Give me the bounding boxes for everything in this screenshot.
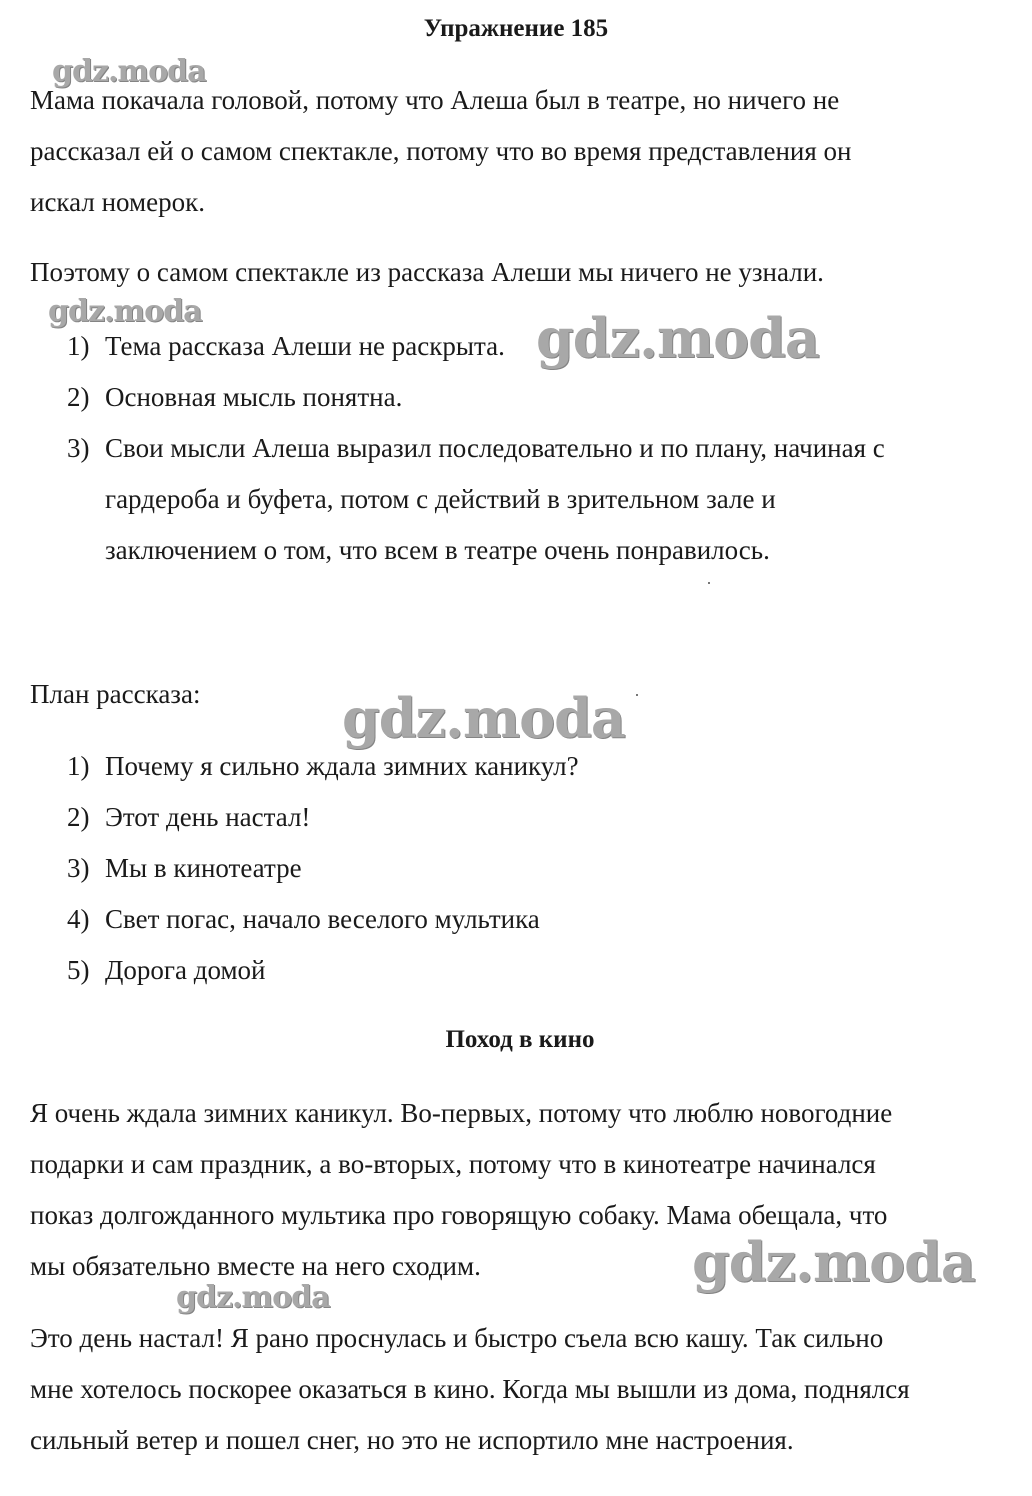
plan-item-4: Свет погас, начало веселого мультика <box>105 904 540 934</box>
story-p1-line-1: Я очень ждала зимних каникул. Во-первых, потому что люблю новогодние <box>30 1098 893 1128</box>
story-p2-line-3: сильный ветер и пошел снег, но это не испортило мне настроения. <box>30 1425 794 1455</box>
story-p2-line-1: Это день настал! Я рано проснулась и быстро съела всю кашу. Так сильно <box>30 1323 884 1353</box>
analysis-number-1: 1) <box>67 331 90 361</box>
story-p1-line-4: мы обязательно вместе на него сходим. <box>30 1251 481 1281</box>
plan-number-4: 4) <box>67 904 90 934</box>
plan-label: План рассказа: <box>30 679 201 709</box>
story-p2-line-2: мне хотелось поскорее оказаться в кино. Когда мы вышли из дома, поднялся <box>30 1374 910 1404</box>
story-p1-line-3: показ долгожданного мультика про говорящую собаку. Мама обещала, что <box>30 1200 888 1230</box>
plan-number-1: 1) <box>67 751 90 781</box>
plan-item-5: Дорога домой <box>105 955 266 985</box>
plan-item-3: Мы в кинотеатре <box>105 853 302 883</box>
analysis-item-1: Тема рассказа Алеши не раскрыта. <box>105 331 505 361</box>
scan-speck <box>636 694 638 696</box>
watermark: gdz.moda <box>52 54 206 89</box>
watermark: gdz.moda <box>692 1230 975 1294</box>
analysis-item-3-line-2: гардероба и буфета, потом с действий в зрительном зале и <box>105 484 776 514</box>
intro-line-3: искал номерок. <box>30 187 205 217</box>
intro-line-2: рассказал ей о самом спектакле, потому что во время представления он <box>30 136 852 166</box>
analysis-item-3-line-1: Свои мысли Алеша выразил последовательно и по плану, начиная с <box>105 433 885 463</box>
plan-number-3: 3) <box>67 853 90 883</box>
analysis-item-3-line-3: заключением о том, что всем в театре очень понравилось. <box>105 535 770 565</box>
watermark: gdz.moda <box>342 686 625 750</box>
analysis-number-2: 2) <box>67 382 90 412</box>
plan-item-2: Этот день настал! <box>105 802 311 832</box>
exercise-title: Упражнение 185 <box>423 15 609 42</box>
watermark: gdz.moda <box>176 1280 330 1315</box>
analysis-number-3: 3) <box>67 433 90 463</box>
plan-number-5: 5) <box>67 955 90 985</box>
intro-line-1: Мама покачала головой, потому что Алеша был в театре, но ничего не <box>30 85 840 115</box>
analysis-item-2: Основная мысль понятна. <box>105 382 403 412</box>
watermark: gdz.moda <box>48 294 202 329</box>
scan-speck <box>708 582 710 584</box>
story-p1-line-2: подарки и сам праздник, а во-вторых, потому что в кинотеатре начинался <box>30 1149 876 1179</box>
story-title: Поход в кино <box>445 1026 595 1053</box>
plan-item-1: Почему я сильно ждала зимних каникул? <box>105 751 579 781</box>
watermark: gdz.moda <box>536 306 819 370</box>
plan-number-2: 2) <box>67 802 90 832</box>
intro-conclusion: Поэтому о самом спектакле из рассказа Алеши мы ничего не узнали. <box>30 257 824 287</box>
